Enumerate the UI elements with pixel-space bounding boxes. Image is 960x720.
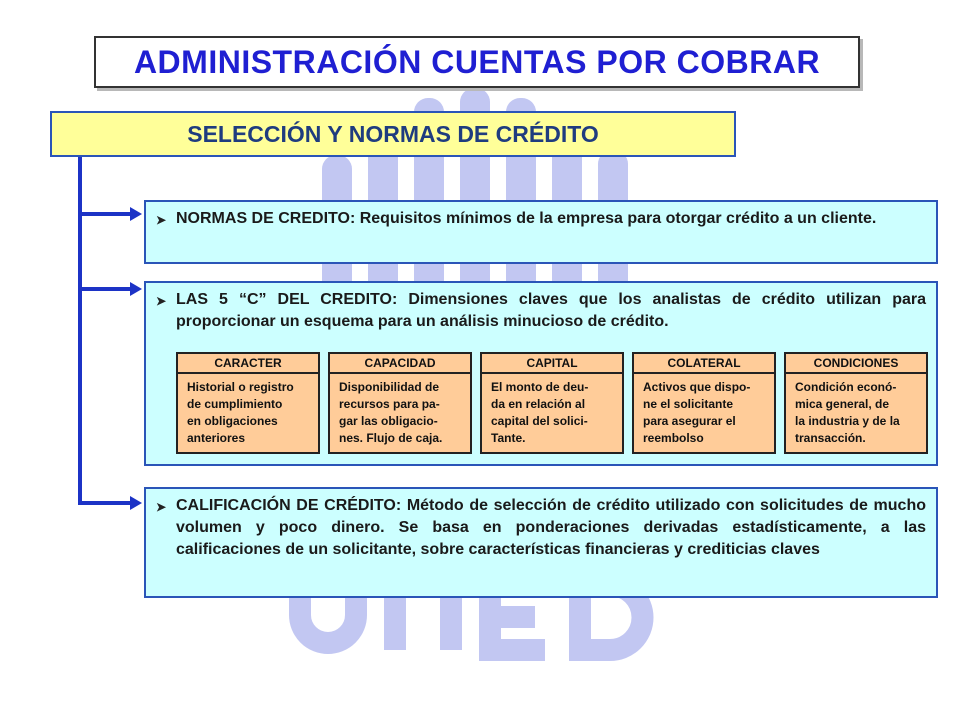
card-line: ne el solicitante bbox=[643, 397, 734, 411]
card-line: capital del solici- bbox=[491, 414, 588, 428]
card-line: Activos que dispo- bbox=[643, 380, 751, 394]
card-label: COLATERAL bbox=[634, 354, 774, 374]
card-line: El monto de deu- bbox=[491, 380, 589, 394]
card-line: recursos para pa- bbox=[339, 397, 440, 411]
card-line: Disponibilidad de bbox=[339, 380, 440, 394]
subtitle-box bbox=[50, 111, 736, 157]
main-title: ADMINISTRACIÓN CUENTAS POR COBRAR bbox=[133, 43, 821, 80]
card-line: para asegurar el bbox=[643, 414, 736, 428]
section-text: Método de selección de crédito utilizado con solicitudes de mucho volumen y poco dinero. Se basa en ponderaciones derivadas estadísticamente, a las calificaciones de un solicitante, sobre características financieras y crediticias claves bbox=[176, 497, 927, 558]
section-heading: CALIFICACIÓN DE CRÉDITO: bbox=[176, 497, 402, 514]
panel-normas-credito bbox=[144, 200, 938, 264]
card-colateral bbox=[632, 352, 776, 454]
section-text: Requisitos mínimos de la empresa para otorgar crédito a un cliente. bbox=[359, 210, 877, 227]
main-title-box bbox=[94, 36, 860, 88]
card-line: mica general, de bbox=[795, 397, 890, 411]
section-heading: LAS 5 “C” DEL CREDITO: bbox=[176, 291, 398, 308]
card-line: la industria y de la bbox=[795, 414, 900, 428]
arrow-icon bbox=[78, 501, 132, 505]
connector-line bbox=[78, 157, 82, 503]
bullet-arrow-icon: ➤ bbox=[156, 500, 167, 514]
bullet-arrow-icon: ➤ bbox=[156, 294, 167, 308]
card-line: de cumplimiento bbox=[187, 397, 283, 411]
card-label: CONDICIONES bbox=[786, 354, 926, 374]
card-line: Tante. bbox=[491, 431, 526, 445]
card-line: nes. Flujo de caja. bbox=[339, 431, 443, 445]
card-label: CAPACIDAD bbox=[330, 354, 470, 374]
card-line: transacción. bbox=[795, 431, 866, 445]
card-label: CARACTER bbox=[178, 354, 318, 374]
arrow-icon bbox=[78, 212, 132, 216]
card-condiciones bbox=[784, 352, 928, 454]
card-line: da en relación al bbox=[491, 397, 586, 411]
arrow-icon bbox=[78, 287, 132, 291]
card-line: reembolso bbox=[643, 431, 704, 445]
card-line: Condición econó- bbox=[795, 380, 897, 394]
card-line: Historial o registro bbox=[187, 380, 294, 394]
card-capital bbox=[480, 352, 624, 454]
bullet-arrow-icon: ➤ bbox=[156, 213, 167, 227]
card-capacidad bbox=[328, 352, 472, 454]
card-line: gar las obligacio- bbox=[339, 414, 438, 428]
section-text: Dimensiones claves que los analistas de crédito utilizan para proporcionar un esquema para un análisis minucioso de crédito. bbox=[176, 291, 926, 330]
subtitle: SELECCIÓN Y NORMAS DE CRÉDITO bbox=[187, 120, 599, 147]
card-line: anteriores bbox=[187, 431, 246, 445]
card-caracter bbox=[176, 352, 320, 454]
panel-calificacion-credito bbox=[144, 487, 938, 598]
card-line: en obligaciones bbox=[187, 414, 278, 428]
section-heading: NORMAS DE CREDITO: bbox=[176, 210, 356, 227]
card-label: CAPITAL bbox=[482, 354, 622, 374]
